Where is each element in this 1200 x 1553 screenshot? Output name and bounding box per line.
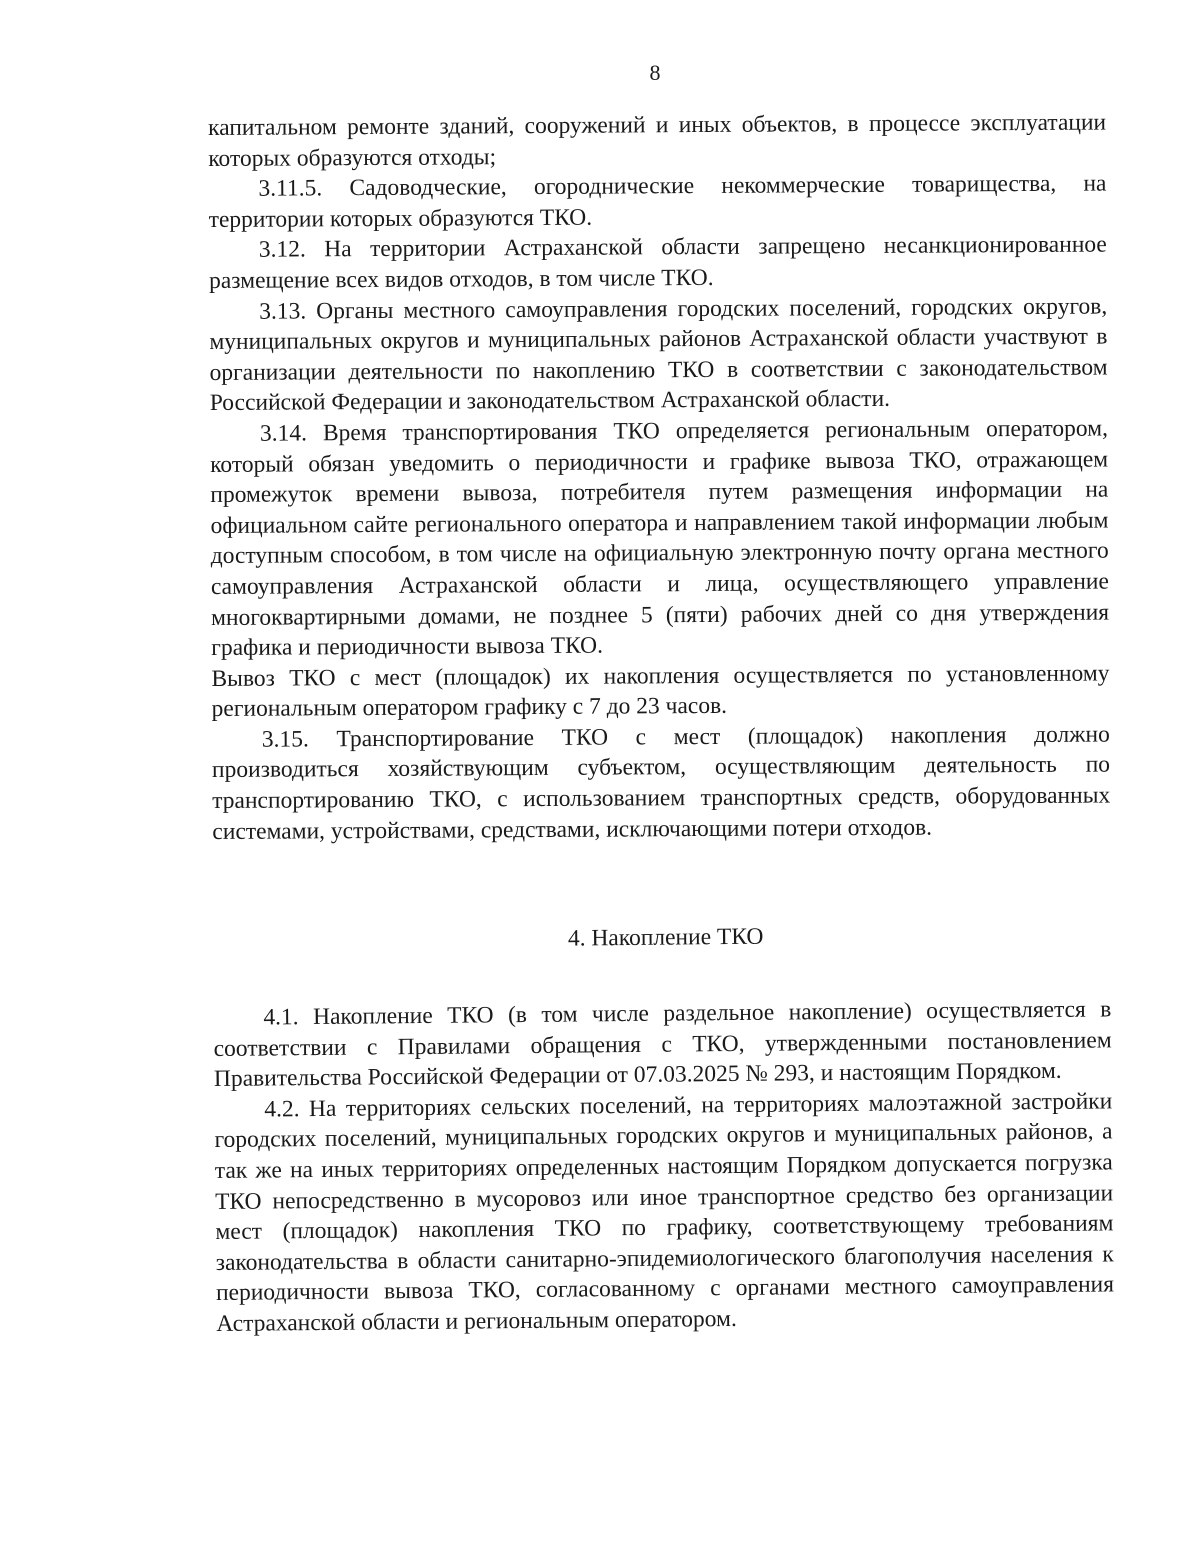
body-text-before-section xyxy=(208,108,1110,848)
section-heading: 4. Накопление ТКО xyxy=(567,923,764,952)
page-number: 8 xyxy=(649,60,661,85)
paragraph-3-11-4-continuation: капитальном ремонте зданий, сооружений и иных объектов, в процессе эксплуатации которых образуются отходы; xyxy=(208,109,1107,172)
paragraph-3-15: 3.15. Транспортирование ТКО с мест (площадок) накопления должно производиться хозяйствующим субъектом, осуществляющим деятельность по транспортированию ТКО, с использованием транспортных средств, оборудованных системами, устройствами, средствами, исключающими потери отходов. xyxy=(211,721,1111,845)
paragraph-4-2: 4.2. На территориях сельских поселений, на территориях малоэтажной застройки городских поселений, муниципальных городских округов и муниципальных районов, а так же на иных территориях определенных настоящим Порядком допускается погрузка ТКО непосредственно в мусоровоз или иное транспортное средство без организации мест (площадок) накопления ТКО по графику, соответствующему требованиям законодательства в области санитарно-эпидемиологического благополучия населения к периодичности вывоза ТКО, согласованному с органами местного самоуправления Астраханской области и региональным оператором. xyxy=(214,1088,1115,1337)
paragraph-3-14-continuation: Вывоз ТКО с мест (площадок) их накопления осуществляется по установленному региональным оператором графику с 7 до 23 часов. xyxy=(211,660,1110,723)
paragraph-3-14: 3.14. Время транспортирования ТКО определяется региональным оператором, который обязан уведомить о периодичности и графике вывоза ТКО, отражающем промежуток времени вывоза, потребителя путем размещения информации на официальном сайте регионального оператора и направлением такой информации любым доступным способом, в том числе на официальную электронную почту органа местного самоуправления Астраханской области и лица, осуществляющего управление многоквартирными домами, не позднее 5 (пяти) рабочих дней со дня утверждения графика и периодичности вывоза ТКО. xyxy=(210,415,1110,662)
paragraph-4-1: 4.1. Накопление ТКО (в том числе раздельное накопление) осуществляется в соответствии с Правилами обращения с ТКО, утвержденными постановлением Правительства Российской Федерации от 07.03.2025 № 293, и настоящим Порядком. xyxy=(213,996,1112,1093)
body-text-section-4 xyxy=(212,866,1114,1339)
paragraph-3-12: 3.12. На территории Астраханской области запрещено несанкционированное размещение всех видов отходов, в том числе ТКО. xyxy=(208,231,1107,294)
paragraph-3-13: 3.13. Органы местного самоуправления городских поселений, городских округов, муниципальных округов и муниципальных районов Астраханской области участвуют в организации деятельности по накоплению ТКО в соответствии с законодательством Российской Федерации и законодательством Астраханской области. xyxy=(209,293,1108,417)
paragraph-3-11-5: 3.11.5. Садоводческие, огороднические некоммерческие товарищества, на территории которых образуются ТКО. xyxy=(208,170,1107,233)
